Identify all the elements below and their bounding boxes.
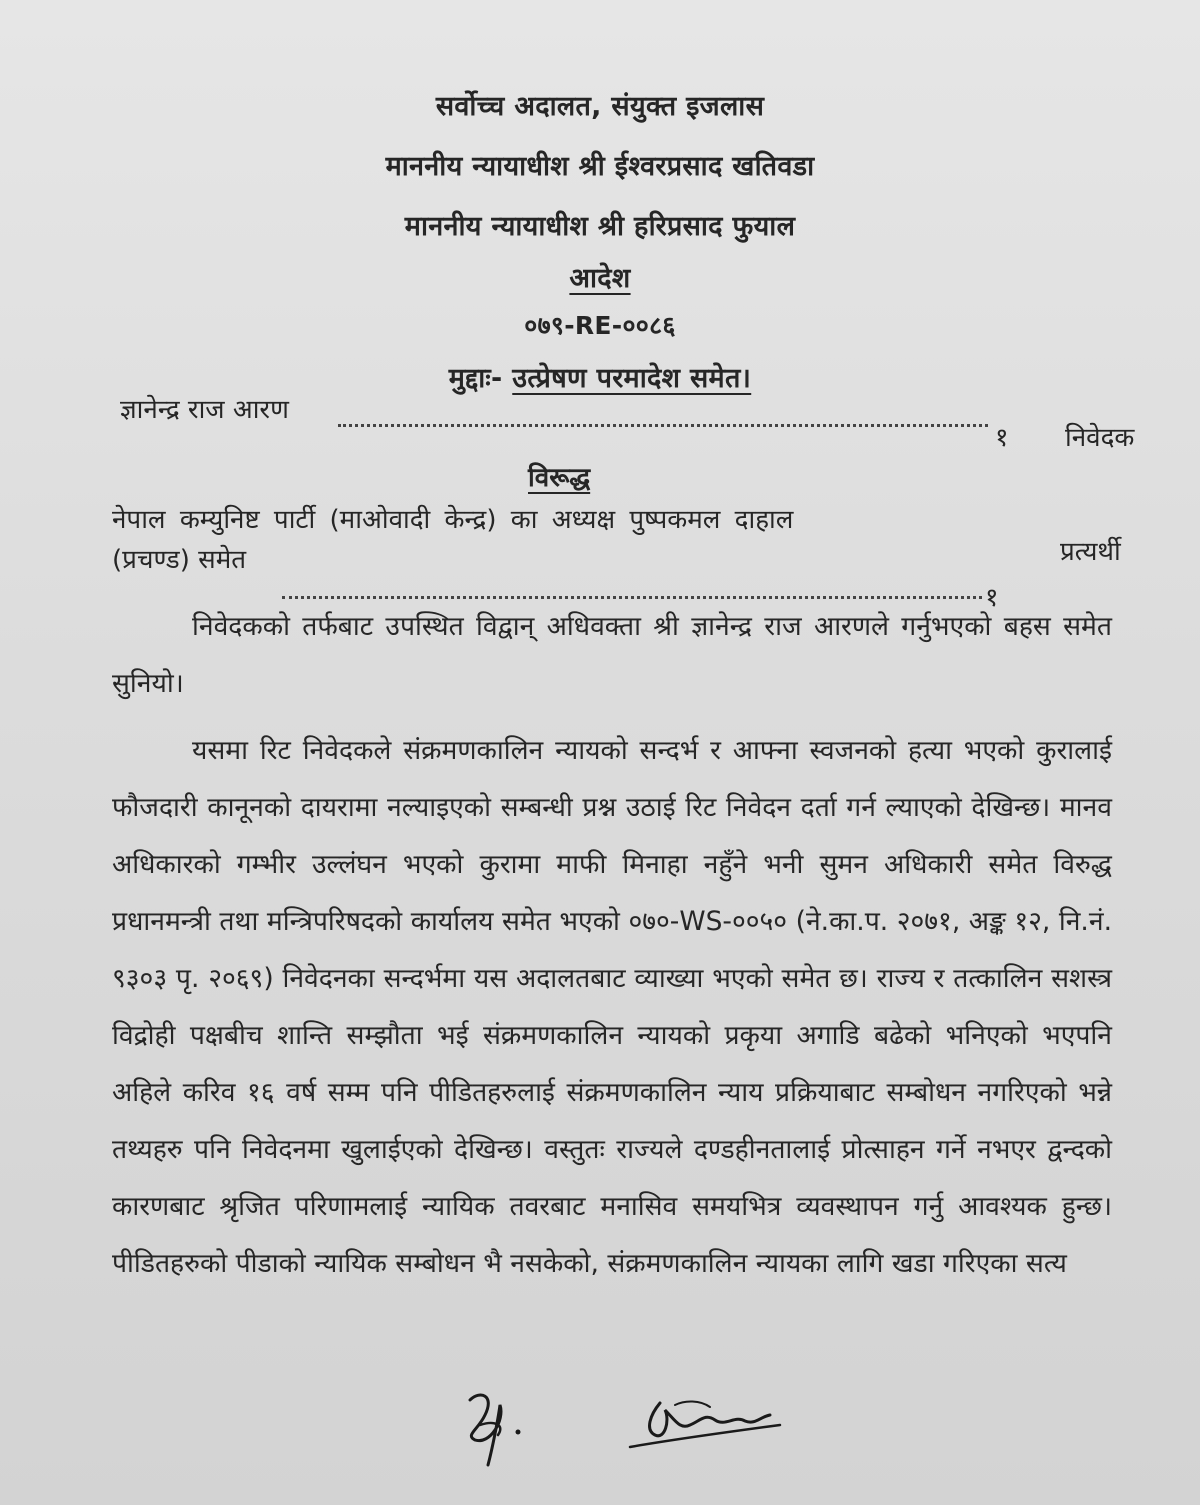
court-name: सर्वोच्च अदालत, संयुक्त इजलास	[435, 91, 765, 122]
respondent-line-1: नेपाल कम्युनिष्ट पार्टी (माओवादी केन्द्र) का अध्यक्ष पुष्पकमल दाहाल	[112, 505, 794, 535]
justice-2: माननीय न्यायाधीश श्री हरिप्रसाद फुयाल	[404, 211, 796, 242]
justice-1: माननीय न्यायाधीश श्री ईश्वरप्रसाद खतिवडा	[385, 151, 815, 182]
body-paragraph-1: निवेदकको तर्फबाट उपस्थित विद्वान् अधिवक्ता श्री ज्ञानेन्द्र राज आरणले गर्नुभएको बहस समेत सुनियो।	[112, 611, 1112, 699]
respondent-line-2: (प्रचण्ड) समेत	[112, 545, 247, 575]
respondent-role: प्रत्यर्थी	[1060, 537, 1121, 567]
signature-1-icon	[450, 1380, 560, 1470]
petitioner-leader-dots	[338, 424, 988, 427]
body-paragraph-2: यसमा रिट निवेदकले संक्रमणकालिन न्यायको सन्दर्भ र आफ्ना स्वजनको हत्या भएको कुरालाई फौजदारी कानूनको दायरामा नल्याइएको सम्बन्धी प्रश्न उठाई रिट निवेदन दर्ता गर्न ल्याएको देखिन्छ। मानव अधिकारको गम्भीर उल्लंघन भएको कुरामा माफी मिनाहा नहुँने भनी सुमन अधिकारी समेत विरुद्ध प्रधानमन्त्री तथा मन्त्रिपरिषदको कार्यालय समेत भएको ०७०-WS-००५० (ने.का.प. २०७१, अङ्क १२, नि.नं. ९३०३ पृ. २०६९) निवेदनका सन्दर्भमा यस अदालतबाट व्याख्या भएको समेत छ। राज्य र तत्कालिन सशस्त्र विद्रोही पक्षबीच शान्ति सम्झौता भई संक्रमणकालिन न्यायको प्रकृया अगाडि बढेको भनिएको भएपनि अहिले करिव १६ वर्ष सम्म पनि पीडितहरुलाई संक्रमणकालिन न्याय प्रक्रियाबाट सम्बोधन नगरिएको भन्ने तथ्यहरु पनि निवेदनमा खुलाईएको देखिन्छ। वस्तुतः राज्यले दण्डहीनतालाई प्रोत्साहन गर्ने नभएर द्वन्दको कारणबाट श्रृजित परिणामलाई न्यायिक तवरबाट मनासिव समयभित्र व्यवस्थापन गर्नु आवश्यक हुन्छ। पीडितहरुको पीडाको न्यायिक सम्बोधन भै नसकेको, संक्रमणकालिन न्यायका लागि खडा गरिएका सत्य	[112, 735, 1112, 1279]
order-title-text: आदेश	[569, 263, 631, 294]
subject-value: उत्प्रेषण परमादेश समेत।	[512, 363, 752, 394]
versus-label	[528, 458, 590, 494]
signature-2-icon	[620, 1385, 790, 1465]
order-title	[0, 258, 1200, 295]
versus-text: विरूद्ध	[528, 463, 591, 493]
case-number: ०७९-RE-००८६	[524, 311, 676, 340]
subject-label: मुद्दाः-	[448, 363, 503, 394]
petitioner-role: निवेदक	[1065, 423, 1135, 453]
respondent-count: १	[985, 583, 999, 613]
petitioner-name: ज्ञानेन्द्र राज आरण	[120, 395, 289, 425]
petitioner-count: १	[995, 423, 1009, 453]
